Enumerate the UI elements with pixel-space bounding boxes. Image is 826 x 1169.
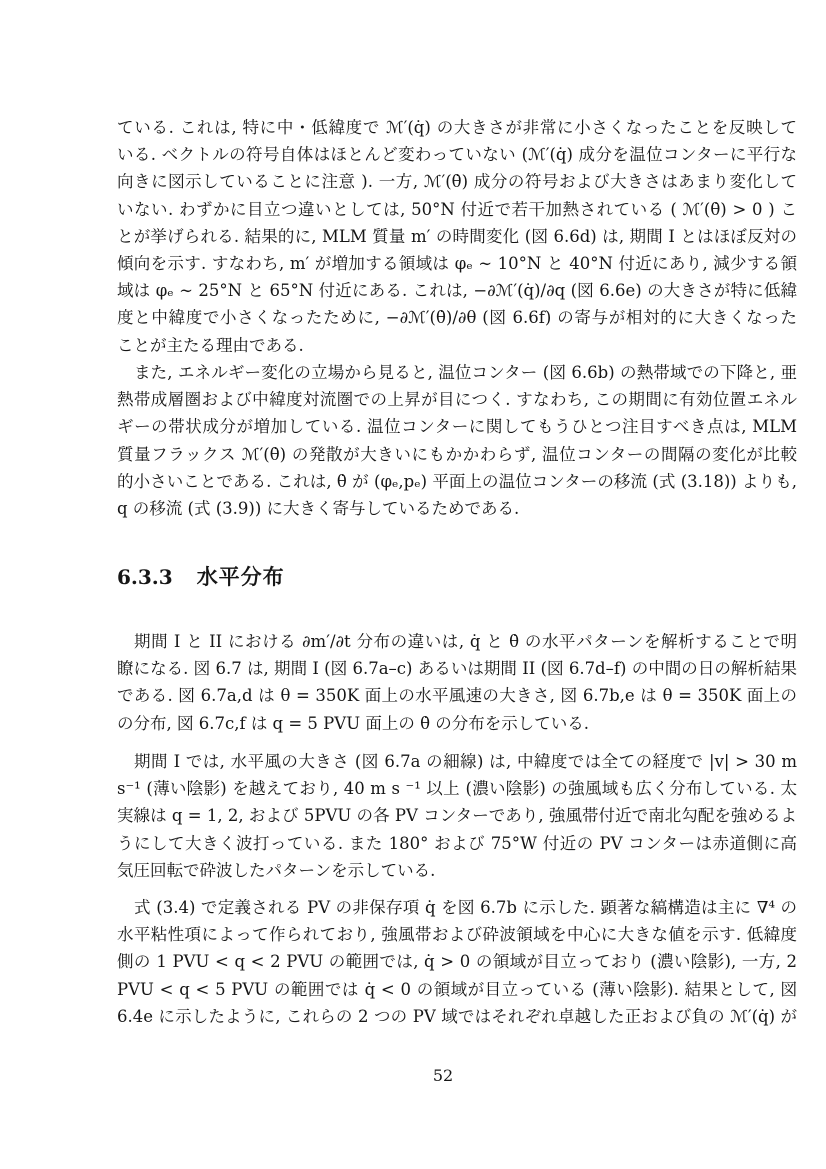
text-line: 期間 I では, 水平風の大きさ (図 6.7a の細線) は, 中緯度では全ての経度で |v| > 30 m (134, 752, 797, 771)
text-line: 傾向を示す. すなわち, m′ が増加する領域は φₑ ∼ 10°N と 40°N 付近にあり, 減少する領 (117, 253, 797, 273)
text-line: 質量フラックス ℳ′(θ̇) の発散が大きいにもかかわらず, 温位コンターの間隔の変化が比較 (117, 444, 797, 464)
text-line: q の移流 (式 (3.9)) に大きく寄与しているためである. (117, 498, 520, 518)
paragraph-5 (117, 894, 797, 1030)
text-line: 向きに図示していることに注意 ). 一方, ℳ′(θ̇) 成分の符号および大きさはあまり変化して (117, 172, 797, 192)
text-line: また, エネルギー変化の立場から見ると, 温位コンター (図 6.6b) の熱帯域での下降と, 亜 (134, 363, 797, 382)
paragraph-1 (117, 114, 797, 359)
text-line: うにして大きく波打っている. また 180° および 75°W 付近の PV コンターは赤道側に高 (117, 833, 797, 853)
text-line: 熱帯成層圏および中緯度対流圏での上昇が目につく. すなわち, この期間に有効位置エネル (117, 390, 797, 410)
section-number: 6.3.3 (117, 565, 173, 589)
text-line: ている. これは, 特に中・低緯度で ℳ′(q̇) の大きさが非常に小さくなったことを反映して (117, 118, 797, 137)
text-line: 期間 I と II における ∂m′/∂t 分布の違いは, q̇ と θ̇ の水平パターンを解析することで明 (134, 632, 797, 651)
text-line: とが挙げられる. 結果的に, MLM 質量 m′ の時間変化 (図 6.6d) は, 期間 I とはほぼ反対の (117, 226, 797, 246)
text-line: 気圧回転で砕波したパターンを示している. (117, 860, 436, 880)
text-line: 6.4e に示したように, これらの 2 つの PV 域ではそれぞれ卓越した正および負の ℳ′(q̇) が (117, 1006, 797, 1026)
text-line: 的小さいことである. これは, θ̇ が (φₑ,pₑ) 平面上の温位コンターの移流 (式 (3.18)) よりも, (117, 471, 797, 491)
text-line: の分布, 図 6.7c,f は q = 5 PVU 面上の θ̇ の分布を示している. (117, 713, 590, 733)
text-line: ギーの帯状成分が増加している. 温位コンターに関してもうひとつ注目すべき点は, MLM (117, 417, 797, 437)
text-line: 側の 1 PVU < q < 2 PVU の範囲では, q̇ > 0 の領域が目立っており (濃い陰影), 一方, 2 (117, 952, 797, 972)
text-line: いる. ベクトルの符号自体はほとんど変わっていない (ℳ′(q̇) 成分を温位コンターに平行な (117, 145, 797, 165)
paragraph-4 (117, 748, 797, 884)
text-line: 度と中緯度で小さくなったために, −∂ℳ′(θ̇)/∂θ (図 6.6f) の寄与が相対的に大きくなった (117, 308, 797, 328)
page-number: 52 (432, 1066, 454, 1085)
paragraph-2 (117, 359, 797, 522)
text-line: 瞭になる. 図 6.7 は, 期間 I (図 6.7a–c) あるいは期間 II (図 6.7d–f) の中間の日の解析結果 (117, 659, 797, 679)
text-line: いない. わずかに目立つ違いとしては, 50°N 付近で若干加熱されている ( ℳ′(θ̇) > 0 ) こ (117, 199, 797, 219)
paragraph-3 (117, 628, 797, 737)
text-line: ことが主たる理由である. (117, 335, 304, 355)
section-heading (117, 561, 797, 595)
text-line: PVU < q < 5 PVU の範囲では q̇ < 0 の領域が目立っている (薄い陰影). 結果として, 図 (117, 979, 797, 999)
section-title: 水平分布 (196, 565, 285, 589)
text-line: である. 図 6.7a,d は θ = 350K 面上の水平風速の大きさ, 図 6.7b,e は θ = 350K 面上の (117, 686, 797, 706)
text-line: 実線は q = 1, 2, および 5PVU の各 PV コンターであり, 強風帯付近で南北勾配を強めるよ (117, 806, 797, 826)
text-line: s⁻¹ (薄い陰影) を越えており, 40 m s ⁻¹ 以上 (濃い陰影) の強風域も広く分布している. 太 (117, 779, 797, 799)
text-line: 式 (3.4) で定義される PV の非保存項 q̇ を図 6.7b に示した. 顕著な縞構造は主に ∇⁴ の (134, 898, 797, 917)
text-line: 水平粘性項によって作られており, 強風帯および砕波領域を中心に大きな値を示す. 低緯度 (117, 925, 797, 945)
text-line: 域は φₑ ∼ 25°N と 65°N 付近にある. これは, −∂ℳ′(q̇)/∂q (図 6.6e) の大きさが特に低緯 (117, 281, 797, 301)
